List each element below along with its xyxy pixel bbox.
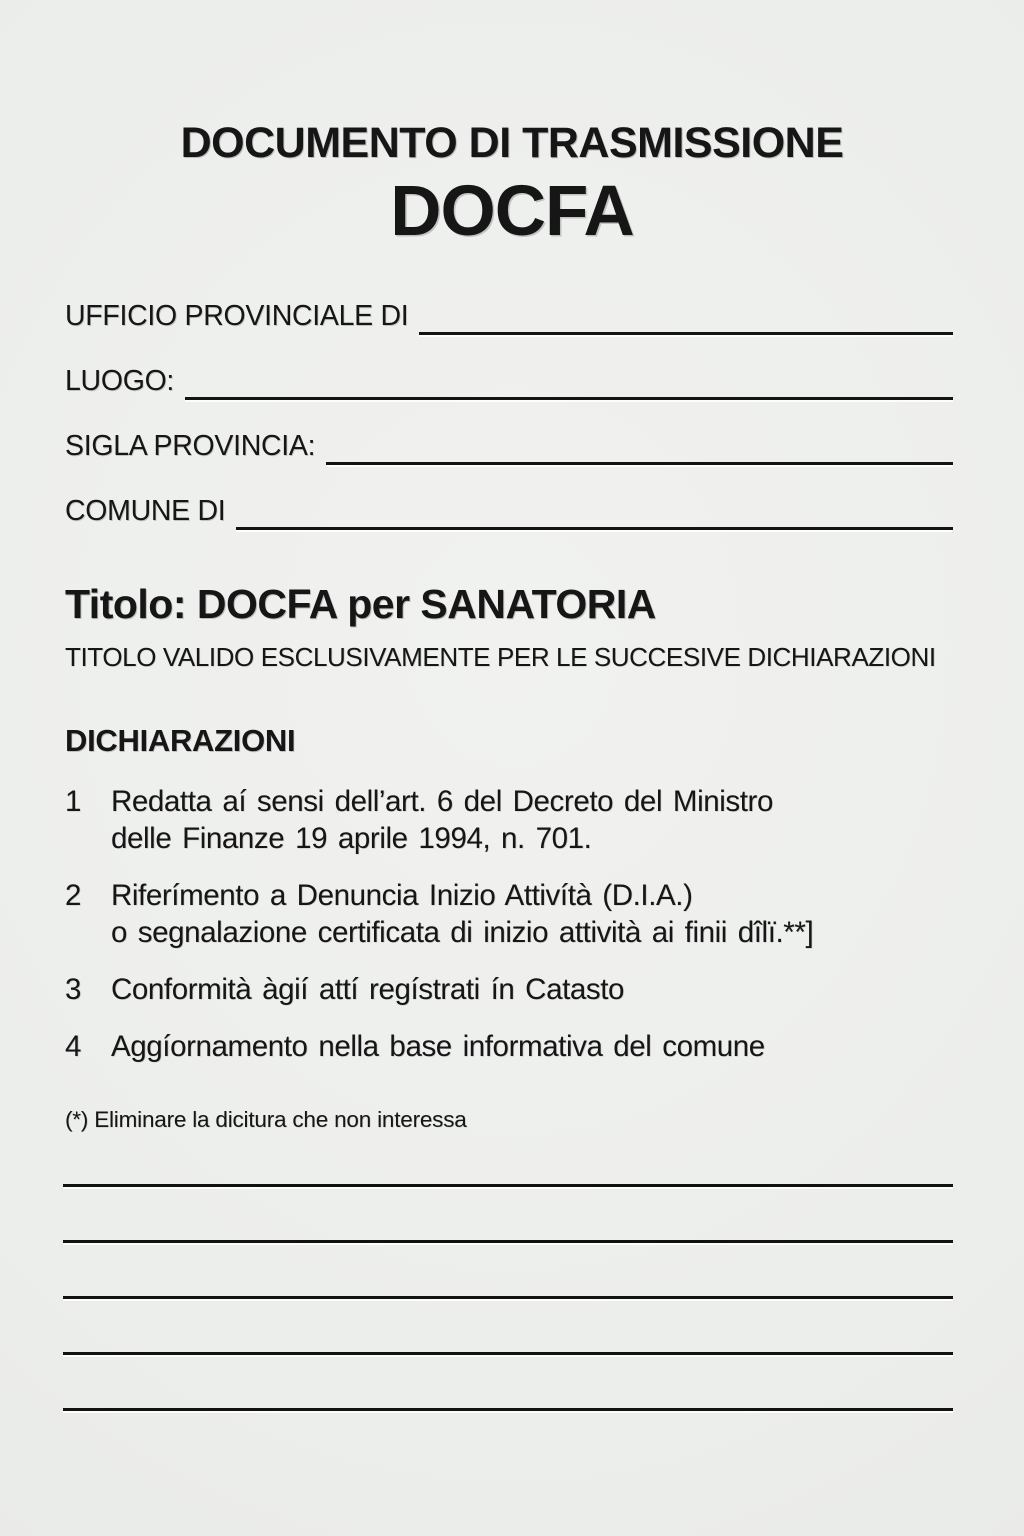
field-row-luogo: [65, 354, 953, 395]
list-item-number: 4: [65, 1030, 82, 1064]
list-item-number: 3: [65, 973, 82, 1007]
list-item-text: [111, 971, 624, 1008]
list-item-text-line: o segnalazione certificata di inizio attività ai finii dîlï.**]: [111, 916, 814, 950]
list-item-text-line: delle Finanze 19 aprile 1994, n. 701.: [111, 822, 592, 856]
blank-ruled-line: [63, 1296, 953, 1299]
list-item-text-line: Conformità àgií attí regístrati ín Catasto: [111, 973, 625, 1007]
list-item-number: 2: [65, 879, 82, 913]
list-item-text: [111, 783, 773, 857]
field-blank-line-comune: [236, 527, 953, 530]
field-label-comune: COMUNE DI: [65, 494, 226, 527]
field-label-sigla-provincia: SIGLA PROVINCIA:: [65, 429, 316, 462]
dichiarazioni-list: [65, 783, 964, 1065]
list-item-dichiarazione-4: [65, 1028, 964, 1065]
field-row-comune: [65, 484, 953, 525]
asterisk-footnote: (*) Eliminare la dicitura che non interessa: [65, 1107, 467, 1133]
field-blank-line-sigla-provincia: [326, 462, 953, 465]
list-item-text-line: Aggíornamento nella base informativa del comune: [111, 1030, 765, 1064]
list-item-text-line: Riferímento a Denuncia Inizio Attivítà (D.I.A.): [111, 879, 693, 913]
list-item-text-line: Redatta aí sensi dell’art. 6 del Decreto del Ministro: [111, 785, 773, 819]
list-item-dichiarazione-1: [65, 783, 964, 857]
field-row-ufficio-provinciale: [65, 289, 953, 330]
field-blank-line-ufficio-provinciale: [419, 332, 953, 335]
blank-ruled-line: [63, 1184, 953, 1187]
field-blank-line-luogo: [185, 397, 953, 400]
field-label-luogo: LUOGO:: [65, 364, 175, 397]
header-fields-section: [65, 289, 953, 525]
blank-ruled-line: [63, 1240, 953, 1243]
blank-ruled-lines-section: [63, 1184, 953, 1464]
dichiarazioni-heading: DICHIARAZIONI: [65, 723, 296, 759]
list-item-dichiarazione-2: [65, 877, 964, 951]
list-item-dichiarazione-3: [65, 971, 964, 1008]
list-item-number: 1: [65, 785, 82, 819]
blank-ruled-line: [63, 1352, 953, 1355]
field-label-ufficio-provinciale: UFFICIO PROVINCIALE DI: [65, 299, 409, 332]
titolo-heading: Titolo: DOCFA per SANATORIA: [65, 581, 656, 628]
titolo-validity-note: TITOLO VALIDO ESCLUSIVAMENTE PER LE SUCCESIVE DICHIARAZIONI: [65, 642, 936, 673]
field-row-sigla-provincia: [65, 419, 953, 460]
document-title-docfa: DOCFA: [390, 172, 634, 252]
document-title-line1: DOCUMENTO DI TRASMISSIONE: [180, 119, 844, 167]
blank-ruled-line: [63, 1408, 953, 1411]
list-item-text: [111, 1028, 765, 1065]
list-item-text: [111, 877, 813, 951]
